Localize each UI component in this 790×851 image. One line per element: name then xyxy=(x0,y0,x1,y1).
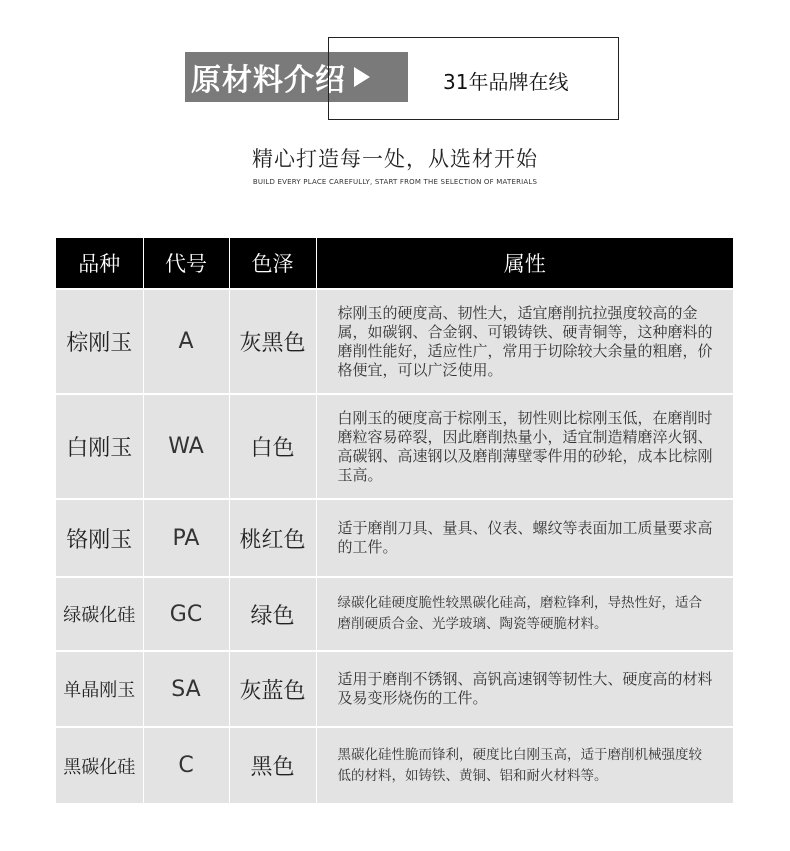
brand-tag-box xyxy=(328,37,619,120)
code-cell: SA xyxy=(143,651,229,727)
variety-cell: 棕刚玉 xyxy=(56,289,143,394)
color-cell: 绿色 xyxy=(229,577,316,651)
property-cell: 黑碳化硅性脆而锋利，硬度比白刚玉高，适于磨削机械强度较低的材料，如铸铁、黄铜、铝和耐火材料等。 xyxy=(316,727,733,803)
section-title: 原材料介绍 xyxy=(191,63,346,98)
code-cell: A xyxy=(143,289,229,394)
materials-table xyxy=(56,238,733,803)
color-cell: 灰黑色 xyxy=(229,289,316,394)
property-cell: 绿碳化硅硬度脆性较黑碳化硅高，磨粒锋利，导热性好，适合磨削硬质合金、光学玻璃、陶瓷等硬脆材料。 xyxy=(316,577,733,651)
property-cell: 白刚玉的硬度高于棕刚玉，韧性则比棕刚玉低，在磨削时磨粒容易碎裂，因此磨削热量小，适宜制造精磨淬火钢、高碳钢、高速钢以及磨削薄壁零件用的砂轮，成本比棕刚玉高。 xyxy=(316,394,733,499)
code-cell: GC xyxy=(143,577,229,651)
header-property: 属性 xyxy=(316,238,733,289)
variety-cell: 单晶刚玉 xyxy=(56,651,143,727)
table-row xyxy=(56,499,733,577)
variety-cell: 黑碳化硅 xyxy=(56,727,143,803)
table-header-row xyxy=(56,238,733,289)
property-cell: 适于磨削刀具、量具、仪表、螺纹等表面加工质量要求高的工件。 xyxy=(316,499,733,577)
variety-cell: 铬刚玉 xyxy=(56,499,143,577)
color-cell: 灰蓝色 xyxy=(229,651,316,727)
subtitle: 精心打造每一处，从选材开始 xyxy=(252,147,538,171)
table-row xyxy=(56,577,733,651)
table-row xyxy=(56,651,733,727)
property-cell: 适用于磨削不锈钢、高钒高速钢等韧性大、硬度高的材料及易变形烧伤的工件。 xyxy=(316,651,733,727)
color-cell: 桃红色 xyxy=(229,499,316,577)
color-cell: 黑色 xyxy=(229,727,316,803)
property-cell: 棕刚玉的硬度高、韧性大，适宜磨削抗拉强度较高的金属，如碳钢、合金钢、可锻铸铁、硬青铜等，这种磨料的磨削性能好，适应性广，常用于切除较大余量的粗磨，价格便宜，可以广泛使用。 xyxy=(316,289,733,394)
header-variety: 品种 xyxy=(56,238,143,289)
header-code: 代号 xyxy=(143,238,229,289)
table-row xyxy=(56,289,733,394)
code-cell: C xyxy=(143,727,229,803)
brand-tag: 31年品牌在线 xyxy=(443,70,569,94)
table-row xyxy=(56,727,733,803)
variety-cell: 白刚玉 xyxy=(56,394,143,499)
code-cell: WA xyxy=(143,394,229,499)
code-cell: PA xyxy=(143,499,229,577)
subtitle-caption: BUILD EVERY PLACE CAREFULLY, START FROM THE SELECTION OF MATERIALS xyxy=(252,178,538,186)
header-color: 色泽 xyxy=(229,238,316,289)
variety-cell: 绿碳化硅 xyxy=(56,577,143,651)
table-row xyxy=(56,394,733,499)
color-cell: 白色 xyxy=(229,394,316,499)
